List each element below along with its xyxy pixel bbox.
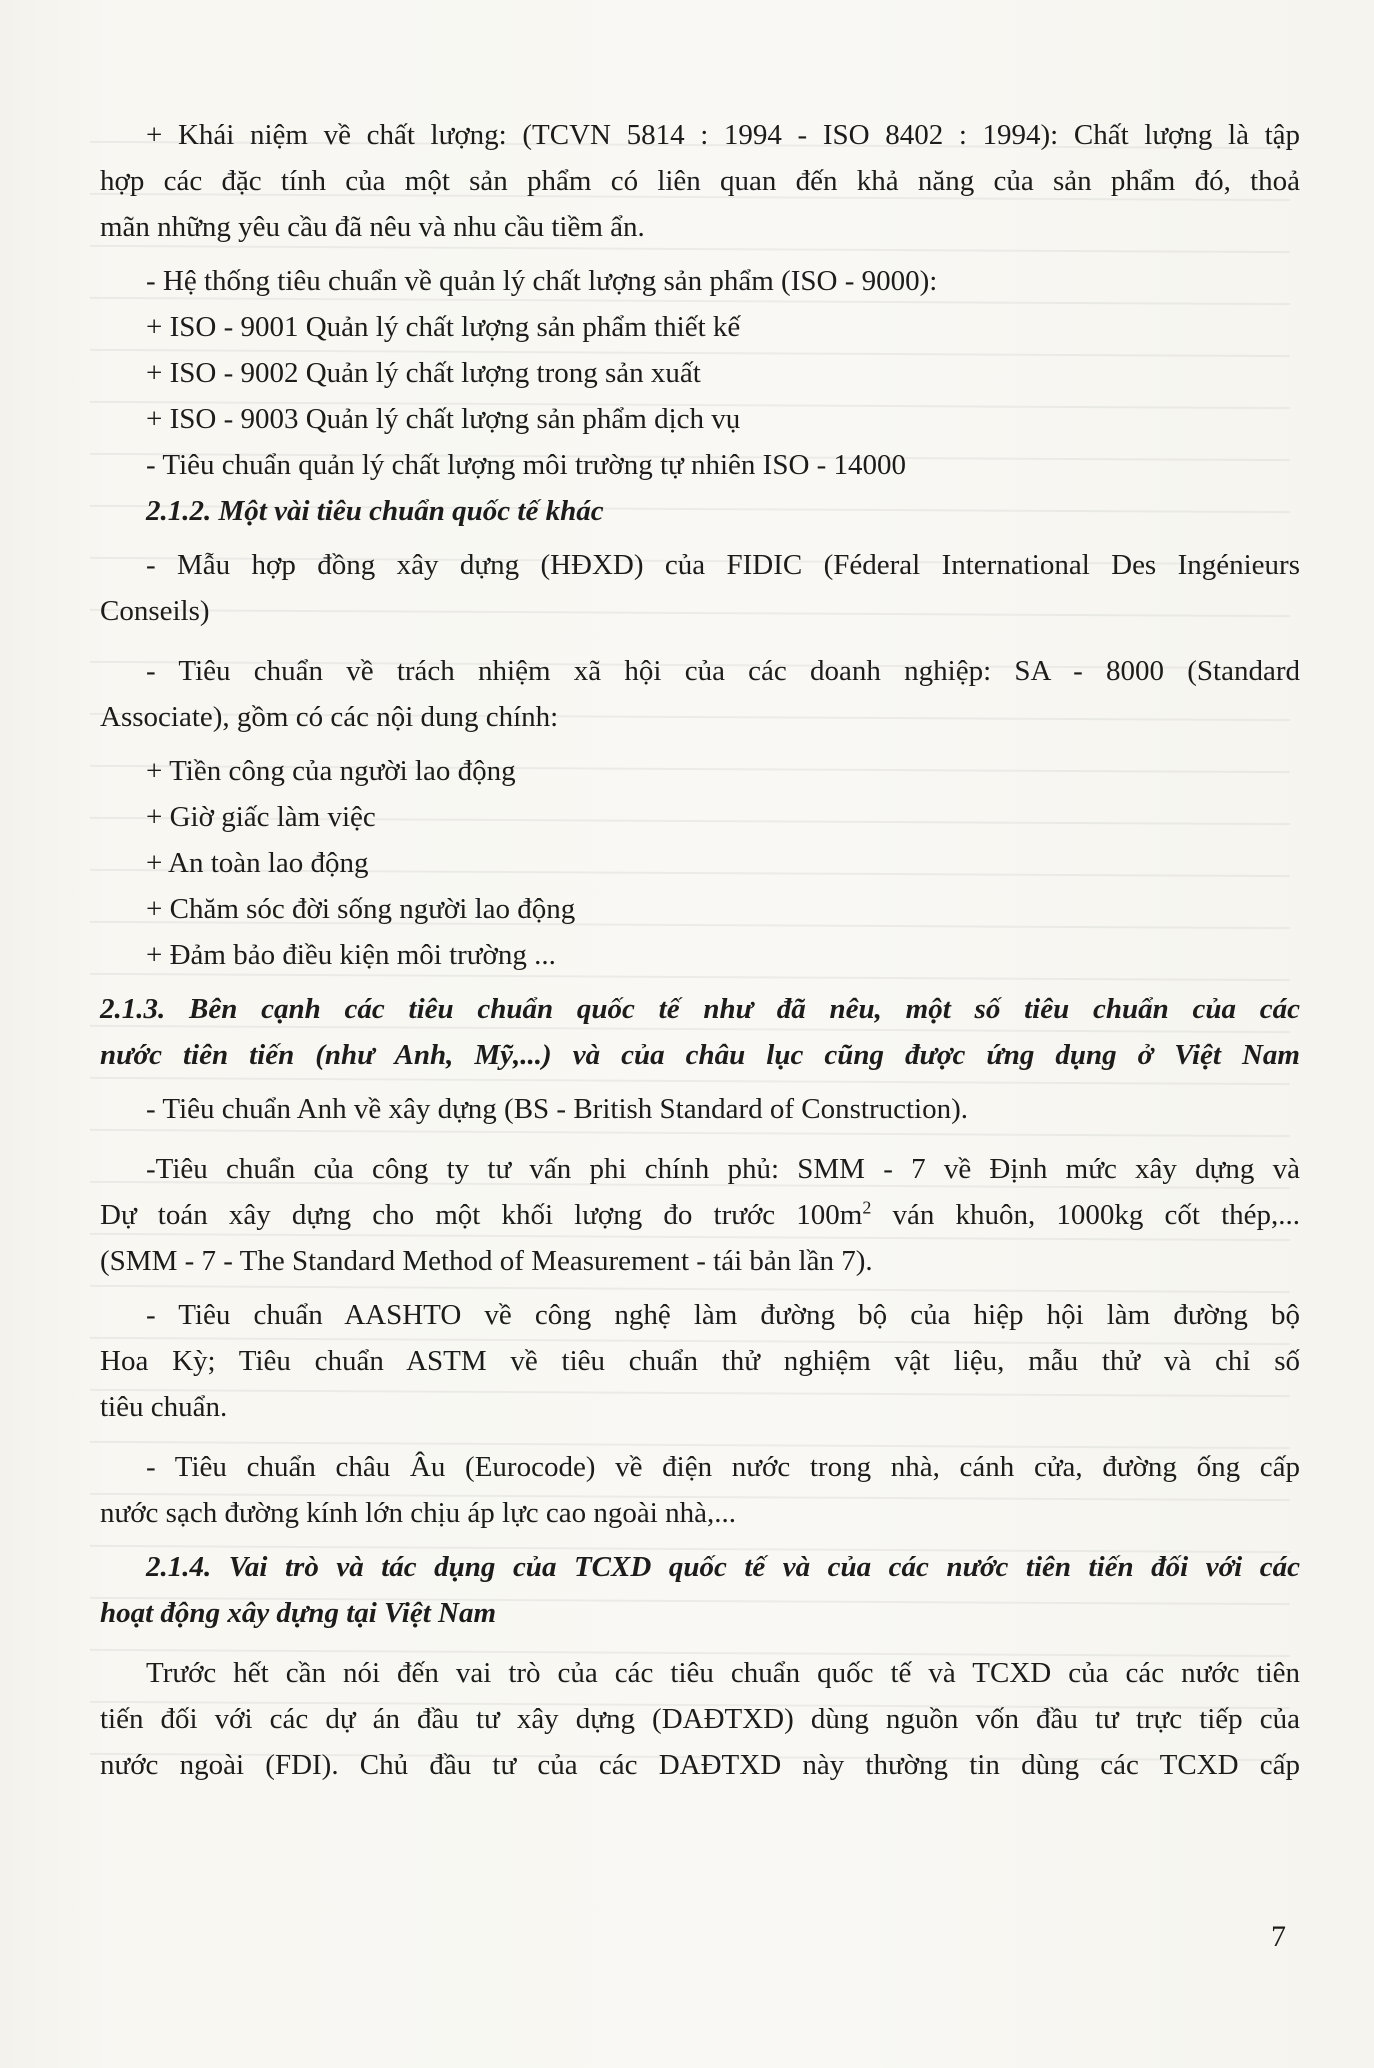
paragraph-line: mãn những yêu cầu đã nêu và nhu cầu tiềm ẩn. xyxy=(100,211,645,243)
paragraph-line: Trước hết cần nói đến vai trò của các tiêu chuẩn quốc tế và TCXD của các nước tiên xyxy=(146,1657,1300,1689)
paragraph-line: Hoa Kỳ; Tiêu chuẩn ASTM về tiêu chuẩn thử nghiệm vật liệu, mẫu thử và chỉ số xyxy=(100,1345,1300,1377)
paragraph-line: nước ngoài (FDI). Chủ đầu tư của các DAĐTXD này thường tin dùng các TCXD cấp xyxy=(100,1749,1300,1781)
page-number: 7 xyxy=(1271,1920,1286,1953)
paragraph-line xyxy=(100,1192,1300,1238)
page-body xyxy=(100,112,1300,1788)
paragraph-line: hợp các đặc tính của một sản phẩm có liên quan đến khả năng của sản phẩm đó, thoả xyxy=(100,165,1300,197)
list-item: - Tiêu chuẩn quản lý chất lượng môi trường tự nhiên ISO - 14000 xyxy=(146,449,907,481)
list-item: + Chăm sóc đời sống người lao động xyxy=(146,893,576,925)
section-heading: 2.1.4. Vai trò và tác dụng của TCXD quốc tế và của các nước tiên tiến đối với các xyxy=(146,1551,1300,1583)
paragraph-line: Associate), gồm có các nội dung chính: xyxy=(100,701,559,733)
measurement-text: ván khuôn, 1000kg cốt thép,... xyxy=(871,1199,1300,1231)
list-item: + Giờ giấc làm việc xyxy=(146,801,376,833)
paragraph-line: -Tiêu chuẩn của công ty tư vấn phi chính phủ: SMM - 7 về Định mức xây dựng và xyxy=(146,1153,1300,1185)
paragraph-line: + Khái niệm về chất lượng: (TCVN 5814 : 1994 - ISO 8402 : 1994): Chất lượng là tập xyxy=(146,119,1300,151)
paragraph-line: - Hệ thống tiêu chuẩn về quản lý chất lượng sản phẩm (ISO - 9000): xyxy=(146,265,938,297)
paragraph-line: tiêu chuẩn. xyxy=(100,1391,228,1423)
section-heading: hoạt động xây dựng tại Việt Nam xyxy=(100,1597,497,1629)
paragraph-line: - Tiêu chuẩn AASHTO về công nghệ làm đường bộ của hiệp hội làm đường bộ xyxy=(146,1299,1300,1331)
list-item: + Tiền công của người lao động xyxy=(146,755,516,787)
section-heading: nước tiên tiến (như Anh, Mỹ,...) và của châu lục cũng được ứng dụng ở Việt Nam xyxy=(100,1039,1300,1071)
list-item: + ISO - 9003 Quản lý chất lượng sản phẩm dịch vụ xyxy=(146,403,741,435)
paragraph-line: - Tiêu chuẩn Anh về xây dựng (BS - British Standard of Construction). xyxy=(146,1093,969,1125)
section-heading: 2.1.3. Bên cạnh các tiêu chuẩn quốc tế như đã nêu, một số tiêu chuẩn của các xyxy=(100,993,1300,1025)
list-item: + ISO - 9002 Quản lý chất lượng trong sản xuất xyxy=(146,357,701,389)
list-item: + Đảm bảo điều kiện môi trường ... xyxy=(146,939,556,971)
paragraph-line: Conseils) xyxy=(100,595,210,627)
paragraph-line: - Mẫu hợp đồng xây dựng (HĐXD) của FIDIC (Féderal International Des Ingénieurs xyxy=(146,549,1300,581)
paragraph-line: nước sạch đường kính lớn chịu áp lực cao ngoài nhà,... xyxy=(100,1497,736,1529)
measurement-text: Dự toán xây dựng cho một khối lượng đo trước 100m xyxy=(100,1199,863,1231)
paragraph-line: - Tiêu chuẩn châu Âu (Eurocode) về điện nước trong nhà, cánh cửa, đường ống cấp xyxy=(146,1451,1300,1483)
section-heading: 2.1.2. Một vài tiêu chuẩn quốc tế khác xyxy=(146,495,604,527)
list-item: + ISO - 9001 Quản lý chất lượng sản phẩm thiết kế xyxy=(146,311,741,343)
superscript: 2 xyxy=(862,1197,872,1218)
paragraph-line: - Tiêu chuẩn về trách nhiệm xã hội của các doanh nghiệp: SA - 8000 (Standard xyxy=(146,655,1300,687)
paragraph-line: tiến đối với các dự án đầu tư xây dựng (DAĐTXD) dùng nguồn vốn đầu tư trực tiếp của xyxy=(100,1703,1300,1735)
paragraph-line: (SMM - 7 - The Standard Method of Measurement - tái bản lần 7). xyxy=(100,1245,873,1277)
list-item: + An toàn lao động xyxy=(146,847,369,879)
